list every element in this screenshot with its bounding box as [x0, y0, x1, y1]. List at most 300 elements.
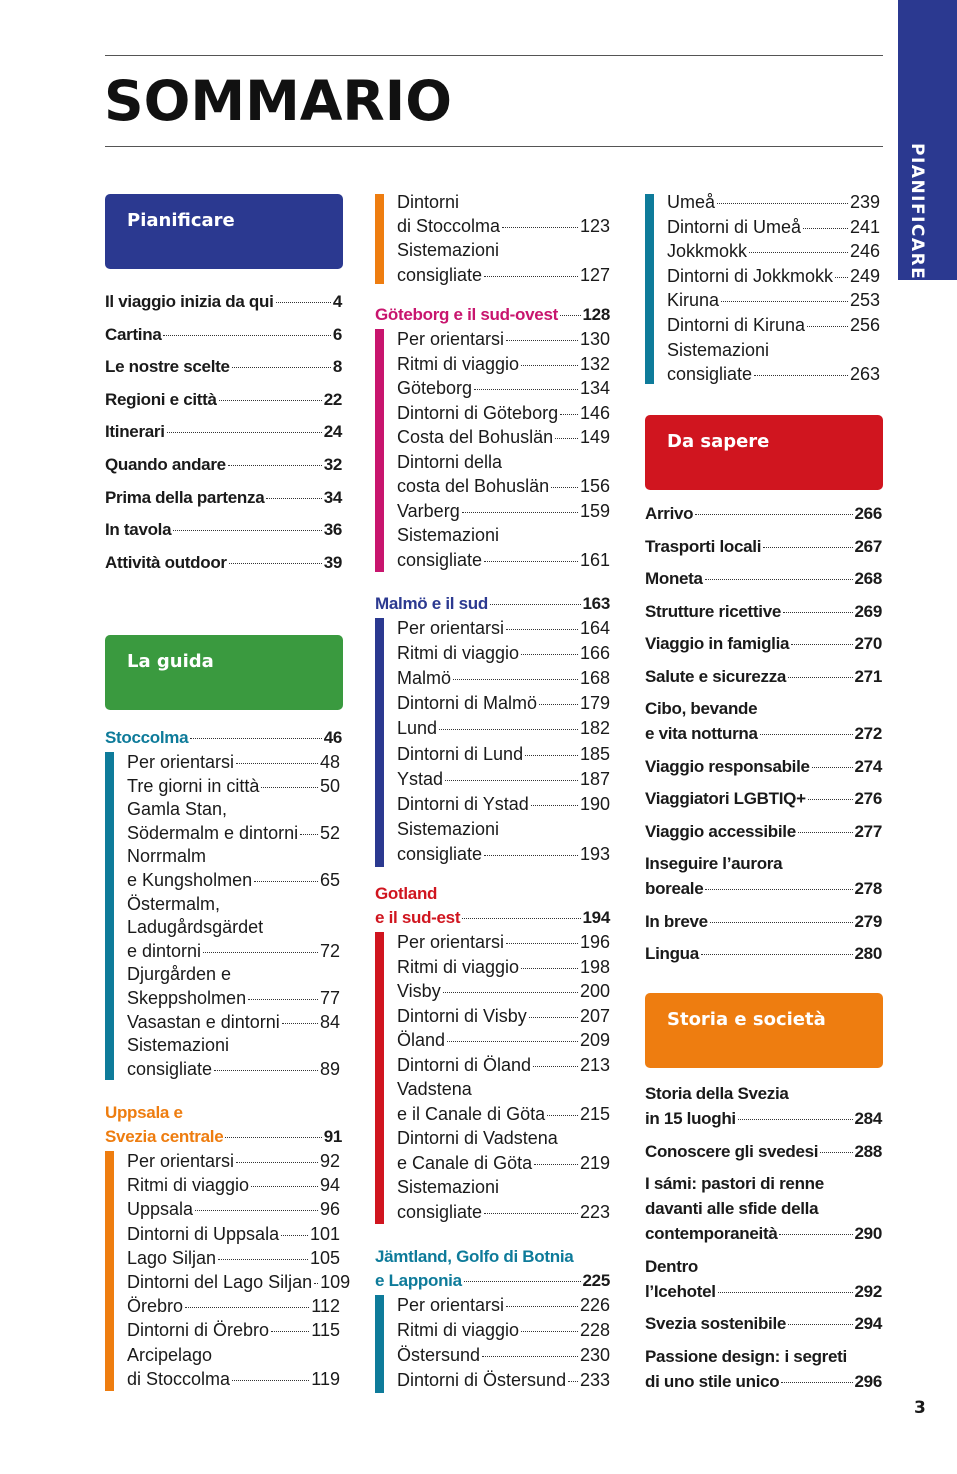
toc-entry[interactable] — [105, 323, 342, 347]
toc-entry-page: 290 — [854, 1224, 882, 1243]
toc-entry[interactable] — [645, 1312, 882, 1336]
toc-entry[interactable] — [105, 486, 342, 510]
toc-entry-page: 253 — [849, 290, 880, 311]
toc-entry-title: Lago Siljan — [127, 1247, 217, 1268]
toc-entry-title: Dintorni di Visby — [397, 1005, 527, 1026]
toc-entry[interactable] — [397, 930, 610, 954]
toc-entry-title: Örebro — [127, 1296, 184, 1317]
toc-entry-title: Dintorni di Jokkmokk — [667, 265, 834, 286]
toc-entry[interactable] — [397, 716, 610, 740]
toc-entry[interactable] — [397, 1200, 610, 1224]
page-title: SOMMARIO — [104, 69, 452, 133]
section-heading[interactable] — [105, 1125, 342, 1149]
toc-entry[interactable] — [127, 1057, 340, 1081]
toc-entry[interactable] — [397, 842, 610, 866]
toc-entry[interactable] — [397, 691, 610, 715]
toc-entry-title: Le nostre scelte — [105, 357, 230, 377]
toc-entry-page: 278 — [854, 879, 882, 898]
toc-entry-title: consigliate — [397, 264, 483, 285]
toc-entry-title: Conoscere gli svedesi — [645, 1141, 819, 1161]
toc-entry-line: Sistemazioni — [397, 525, 500, 545]
dot-leader — [738, 1119, 853, 1120]
banner-da-sapere[interactable]: Da sapere — [645, 415, 883, 490]
toc-entry-title: Dintorni di Umeå — [667, 216, 802, 237]
dot-leader — [791, 644, 852, 645]
toc-entry-page: 193 — [579, 843, 610, 864]
toc-entry-title: Dintorni di Ystad — [397, 793, 529, 814]
toc-entry[interactable] — [127, 1246, 340, 1270]
toc-entry-title: Viaggio in famiglia — [645, 634, 790, 653]
toc-entry-title: Costa del Bohuslän — [397, 427, 554, 447]
dot-leader — [266, 498, 321, 499]
toc-entry-title: Södermalm e dintorni — [127, 822, 299, 843]
toc-entry[interactable] — [105, 290, 342, 314]
dot-leader — [717, 203, 848, 204]
toc-entry-title: Lingua — [645, 944, 699, 963]
dot-leader — [710, 922, 853, 923]
toc-entry[interactable] — [127, 1270, 351, 1294]
toc-entry[interactable] — [645, 567, 882, 591]
toc-entry-page: 32 — [323, 455, 342, 474]
toc-entry-title: Moneta — [645, 569, 703, 588]
section-bar-uppsala — [105, 1151, 114, 1391]
toc-entry[interactable] — [127, 939, 340, 963]
dot-leader — [490, 604, 581, 605]
toc-entry-page: 123 — [579, 216, 610, 237]
toc-entry[interactable] — [397, 1028, 610, 1052]
dot-leader — [788, 677, 852, 678]
toc-entry-page: 159 — [579, 500, 610, 521]
toc-entry-page: 34 — [323, 487, 342, 507]
toc-entry-title: di Stoccolma — [397, 216, 501, 237]
toc-entry[interactable] — [397, 955, 610, 979]
banner-pianificare[interactable]: Pianificare — [105, 194, 343, 269]
dot-leader — [228, 465, 322, 466]
toc-entry-page: 119 — [311, 1368, 340, 1389]
toc-entry[interactable] — [127, 1173, 340, 1197]
toc-entry-page: 215 — [579, 1103, 610, 1124]
toc-entry[interactable] — [645, 942, 882, 966]
toc-entry-title: Uppsala — [127, 1199, 194, 1220]
toc-entry-page: 294 — [854, 1314, 882, 1333]
toc-entry[interactable] — [645, 632, 882, 656]
toc-entry[interactable] — [667, 288, 880, 312]
toc-entry[interactable] — [397, 1343, 610, 1367]
toc-entry-title: In tavola — [105, 520, 172, 540]
toc-entry-title: e dintorni — [127, 940, 202, 961]
dot-leader — [695, 514, 852, 515]
toc-entry-line: Gamla Stan, — [127, 799, 228, 820]
toc-entry-page: 276 — [854, 789, 882, 808]
toc-entry[interactable] — [397, 376, 610, 400]
top-rule — [105, 55, 883, 56]
section-bar-continued-3 — [645, 194, 654, 384]
toc-entry-title: Jokkmokk — [667, 241, 748, 262]
toc-entry-line: Dentro — [645, 1256, 698, 1276]
toc-entry[interactable] — [645, 1280, 882, 1304]
toc-entry-page: 92 — [319, 1151, 340, 1171]
toc-entry-title: Per orientarsi — [397, 329, 505, 349]
toc-entry-line: Sistemazioni — [127, 1035, 230, 1056]
dot-leader — [718, 1292, 853, 1293]
toc-entry-page: 163 — [582, 594, 610, 613]
toc-entry-title: e Lapponia — [375, 1271, 462, 1290]
toc-entry-page: 225 — [582, 1271, 610, 1290]
toc-entry[interactable] — [397, 499, 610, 523]
toc-entry-title: consigliate — [397, 1201, 483, 1222]
toc-entry-title: Viaggio accessibile — [645, 821, 796, 841]
toc-entry[interactable] — [127, 868, 340, 892]
toc-entry-page: 89 — [319, 1058, 340, 1079]
toc-entry-line: Vadstena — [397, 1079, 472, 1099]
toc-entry-title: Il viaggio inizia da qui — [105, 292, 274, 311]
toc-entry-page: 72 — [319, 940, 340, 961]
toc-entry[interactable] — [127, 1294, 340, 1318]
toc-entry-page: 292 — [854, 1281, 882, 1301]
toc-entry[interactable] — [645, 787, 882, 811]
toc-entry-page: 288 — [854, 1141, 882, 1161]
toc-entry-line: Storia della Svezia — [645, 1084, 789, 1103]
toc-entry[interactable] — [397, 1318, 610, 1342]
toc-entry-page: 230 — [579, 1345, 610, 1365]
toc-entry-page: 8 — [332, 357, 342, 377]
toc-entry-page: 274 — [854, 756, 882, 776]
dot-leader — [781, 1382, 852, 1383]
dot-leader — [443, 992, 578, 993]
toc-entry-page: 267 — [854, 536, 882, 556]
toc-entry[interactable] — [105, 518, 342, 542]
toc-entry[interactable] — [397, 1293, 610, 1317]
toc-entry-title: Per orientarsi — [127, 752, 235, 772]
dot-leader — [721, 301, 848, 302]
dot-leader — [484, 276, 578, 277]
dot-leader — [276, 302, 331, 303]
toc-entry[interactable] — [397, 214, 610, 238]
toc-entry[interactable] — [397, 1151, 610, 1175]
toc-entry-page: 263 — [849, 364, 880, 385]
toc-entry[interactable] — [127, 1010, 340, 1034]
toc-entry-title: Varberg — [397, 500, 460, 521]
section-bar-continued — [375, 194, 384, 284]
toc-entry[interactable] — [397, 616, 610, 640]
toc-entry[interactable] — [667, 239, 880, 263]
section-bar-goteborg — [375, 329, 384, 572]
dot-leader — [555, 438, 578, 439]
dot-leader — [568, 1381, 578, 1382]
toc-entry[interactable] — [397, 401, 610, 425]
toc-entry-title: Strutture ricettive — [645, 601, 782, 621]
dot-leader — [251, 1186, 318, 1187]
dot-leader — [763, 547, 852, 548]
toc-entry-line: Sistemazioni — [397, 240, 500, 261]
toc-entry-title: Dintorni di Uppsala — [127, 1223, 280, 1244]
toc-entry-page: 179 — [579, 693, 610, 714]
toc-entry[interactable] — [105, 551, 342, 575]
toc-entry-line: Djurgården e — [127, 964, 232, 985]
toc-entry[interactable] — [397, 327, 610, 351]
toc-entry[interactable] — [105, 453, 342, 477]
toc-entry-page: 249 — [849, 265, 880, 286]
toc-entry[interactable] — [397, 1004, 610, 1028]
toc-entry[interactable] — [397, 767, 610, 791]
toc-entry-title: Dintorni di Östersund — [397, 1370, 567, 1390]
section-heading-line: Jämtland, Golfo di Botnia — [375, 1247, 574, 1266]
toc-entry[interactable] — [667, 313, 880, 337]
dot-leader — [484, 855, 578, 856]
toc-entry[interactable] — [645, 820, 882, 844]
toc-entry-title: Svezia sostenibile — [645, 1314, 787, 1333]
dot-leader — [705, 889, 852, 890]
dot-leader — [560, 315, 581, 316]
toc-entry-title: Stoccolma — [105, 728, 189, 747]
toc-entry-page: 65 — [319, 870, 340, 890]
toc-entry-page: 200 — [579, 981, 610, 1001]
toc-entry-title: Ritmi di viaggio — [127, 1175, 250, 1196]
toc-entry[interactable] — [645, 1370, 882, 1394]
toc-entry[interactable] — [397, 352, 610, 376]
toc-entry[interactable] — [645, 877, 882, 901]
section-heading[interactable] — [375, 906, 610, 930]
toc-entry[interactable] — [397, 979, 610, 1003]
toc-entry-page: 101 — [309, 1223, 340, 1244]
dot-leader — [232, 367, 331, 368]
toc-entry-page: 91 — [323, 1127, 342, 1146]
dot-leader — [229, 563, 322, 564]
toc-entry[interactable] — [127, 821, 340, 845]
dot-leader — [445, 780, 578, 781]
toc-entry-page: 115 — [311, 1320, 340, 1341]
section-heading[interactable] — [105, 726, 342, 750]
dot-leader — [167, 432, 322, 433]
dot-leader — [173, 530, 321, 531]
toc-entry-line: Ladugårdsgärdet — [127, 917, 264, 938]
toc-entry-title: Itinerari — [105, 422, 165, 442]
toc-entry-title: e Kungsholmen — [127, 870, 253, 890]
toc-entry[interactable] — [645, 910, 882, 934]
dot-leader — [484, 1213, 578, 1214]
title-rule — [105, 146, 883, 147]
toc-entry-page: 4 — [332, 292, 342, 311]
section-heading[interactable] — [375, 1269, 610, 1293]
toc-entry[interactable] — [645, 1107, 882, 1131]
toc-entry-title: e Canale di Göta — [397, 1152, 533, 1173]
dot-leader — [474, 389, 578, 390]
toc-entry[interactable] — [645, 1140, 882, 1164]
toc-entry-title: Göteborg — [397, 378, 473, 398]
dot-leader — [760, 734, 853, 735]
toc-entry[interactable] — [127, 774, 340, 798]
toc-entry[interactable] — [127, 1149, 340, 1173]
toc-entry[interactable] — [397, 1368, 610, 1392]
toc-entry[interactable] — [645, 1222, 882, 1246]
toc-entry-page: 228 — [579, 1320, 610, 1340]
dot-leader — [236, 1162, 318, 1163]
toc-entry-page: 207 — [579, 1005, 610, 1026]
toc-entry[interactable] — [127, 1222, 340, 1246]
toc-entry[interactable] — [397, 742, 610, 766]
toc-entry-line: Cibo, bevande — [645, 699, 758, 718]
toc-entry-page: 48 — [319, 752, 340, 772]
dot-leader — [521, 1331, 578, 1332]
banner-la-guida[interactable]: La guida — [105, 635, 343, 710]
section-heading[interactable] — [375, 592, 610, 616]
toc-entry[interactable] — [667, 190, 880, 214]
dot-leader — [462, 918, 580, 919]
dot-leader — [502, 227, 578, 228]
toc-entry-title: consigliate — [397, 843, 483, 864]
toc-entry-page: 130 — [579, 329, 610, 349]
toc-entry-title: Per orientarsi — [397, 618, 505, 638]
toc-entry-page: 246 — [849, 241, 880, 262]
section-heading-line: Uppsala e — [105, 1103, 183, 1122]
dot-leader — [705, 579, 853, 580]
toc-entry[interactable] — [397, 1102, 610, 1126]
toc-entry-line: I sámi: pastori di renne — [645, 1174, 824, 1193]
dot-leader — [701, 954, 853, 955]
toc-entry-line: Sistemazioni — [397, 818, 500, 839]
toc-entry-page: 39 — [323, 552, 342, 572]
toc-entry-title: di Stoccolma — [127, 1368, 231, 1389]
toc-entry-page: 296 — [854, 1371, 882, 1391]
toc-entry-page: 156 — [579, 476, 610, 496]
toc-entry-page: 219 — [579, 1152, 610, 1173]
toc-entry[interactable] — [127, 750, 340, 774]
toc-entry[interactable] — [645, 722, 882, 746]
toc-entry[interactable] — [397, 263, 610, 287]
toc-entry[interactable] — [397, 474, 610, 498]
dot-leader — [236, 763, 318, 764]
dot-leader — [798, 832, 853, 833]
toc-entry-page: 127 — [579, 264, 610, 285]
toc-entry-page: 84 — [319, 1011, 340, 1032]
toc-entry-page: 166 — [579, 643, 610, 664]
section-heading[interactable] — [375, 303, 610, 327]
toc-entry-line: Dintorni — [397, 192, 460, 212]
dot-leader — [300, 834, 318, 835]
toc-entry-title: Umeå — [667, 192, 716, 212]
dot-leader — [754, 375, 848, 376]
toc-entry-line: Dintorni della — [397, 451, 503, 472]
toc-entry-title: Vasastan e dintorni — [127, 1011, 280, 1032]
dot-leader — [447, 1041, 578, 1042]
toc-entry-title: Göteborg e il sud-ovest — [375, 305, 558, 324]
dot-leader — [506, 943, 578, 944]
toc-entry-line: Dintorni di Vadstena — [397, 1128, 558, 1148]
toc-entry[interactable] — [645, 535, 882, 559]
dot-leader — [464, 1281, 581, 1282]
toc-entry-line: Östermalm, — [127, 893, 221, 914]
dot-leader — [281, 1235, 308, 1236]
toc-entry-title: e il Canale di Göta — [397, 1103, 546, 1124]
toc-entry-title: Ystad — [397, 768, 444, 789]
toc-entry[interactable] — [645, 755, 882, 779]
toc-entry-page: 24 — [323, 422, 342, 442]
toc-entry-line: Inseguire l’aurora — [645, 854, 783, 873]
toc-entry[interactable] — [127, 986, 340, 1010]
toc-entry-page: 96 — [319, 1199, 340, 1220]
toc-entry-title: Attività outdoor — [105, 552, 227, 572]
toc-entry-page: 52 — [319, 822, 340, 843]
banner-storia[interactable]: Storia e società — [645, 993, 883, 1068]
toc-entry-title: di uno stile unico — [645, 1371, 780, 1391]
toc-entry-page: 209 — [579, 1030, 610, 1050]
toc-entry-page: 213 — [579, 1054, 610, 1075]
toc-entry-line: Passione design: i segreti — [645, 1346, 847, 1366]
dot-leader — [521, 654, 578, 655]
toc-entry-page: 46 — [323, 728, 342, 747]
toc-entry-page: 6 — [332, 324, 342, 344]
toc-entry[interactable] — [105, 420, 342, 444]
toc-entry[interactable] — [397, 666, 610, 690]
toc-entry-title: Lund — [397, 718, 438, 739]
dot-leader — [803, 228, 848, 229]
dot-leader — [203, 952, 318, 953]
toc-entry[interactable] — [667, 362, 880, 386]
toc-entry-page: 132 — [579, 353, 610, 374]
dot-leader — [521, 968, 578, 969]
toc-entry-page: 268 — [854, 569, 882, 588]
toc-entry-title: Malmö e il sud — [375, 594, 488, 613]
toc-entry[interactable] — [397, 792, 610, 816]
toc-entry-page: 187 — [579, 768, 610, 789]
toc-entry-title: Ritmi di viaggio — [397, 956, 520, 977]
dot-leader — [439, 729, 578, 730]
toc-entry[interactable] — [667, 264, 880, 288]
toc-entry[interactable] — [645, 665, 882, 689]
section-side-tab-label: PIANIFICARE — [907, 143, 927, 281]
toc-entry[interactable] — [645, 600, 882, 624]
toc-entry[interactable] — [397, 641, 610, 665]
toc-entry-page: 168 — [579, 668, 610, 689]
dot-leader — [820, 1152, 852, 1153]
dot-leader — [482, 1356, 578, 1357]
toc-entry-title: Arrivo — [645, 504, 694, 523]
dot-leader — [506, 1306, 578, 1307]
dot-leader — [749, 252, 848, 253]
toc-entry[interactable] — [397, 548, 610, 572]
toc-entry-page: 239 — [849, 192, 880, 212]
toc-entry[interactable] — [127, 1367, 340, 1391]
toc-entry[interactable] — [667, 215, 880, 239]
dot-leader — [551, 487, 578, 488]
toc-entry[interactable] — [127, 1197, 340, 1221]
toc-entry[interactable] — [397, 1053, 610, 1077]
toc-entry-title: Ritmi di viaggio — [397, 1320, 520, 1340]
toc-entry[interactable] — [105, 388, 342, 412]
toc-entry[interactable] — [397, 425, 610, 449]
toc-entry-page: 94 — [319, 1175, 340, 1196]
toc-entry-title: Dintorni di Öland — [397, 1054, 532, 1075]
toc-entry[interactable] — [127, 1318, 340, 1342]
dot-leader — [248, 999, 318, 1000]
toc-entry-page: 284 — [854, 1109, 882, 1128]
dot-leader — [190, 738, 321, 739]
toc-entry[interactable] — [105, 355, 342, 379]
dot-leader — [232, 1380, 309, 1381]
toc-entry-title: Ritmi di viaggio — [397, 643, 520, 664]
dot-leader — [808, 799, 853, 800]
dot-leader — [462, 512, 578, 513]
toc-entry-title: Per orientarsi — [397, 1295, 505, 1315]
toc-entry[interactable] — [645, 502, 882, 526]
toc-entry-title: Dintorni del Lago Siljan — [127, 1272, 313, 1292]
dot-leader — [271, 1331, 309, 1332]
toc-entry-title: consigliate — [397, 549, 483, 570]
dot-leader — [783, 612, 853, 613]
dot-leader — [195, 1210, 318, 1211]
toc-entry-line: davanti alle sfide della — [645, 1199, 819, 1218]
dot-leader — [533, 1066, 578, 1067]
